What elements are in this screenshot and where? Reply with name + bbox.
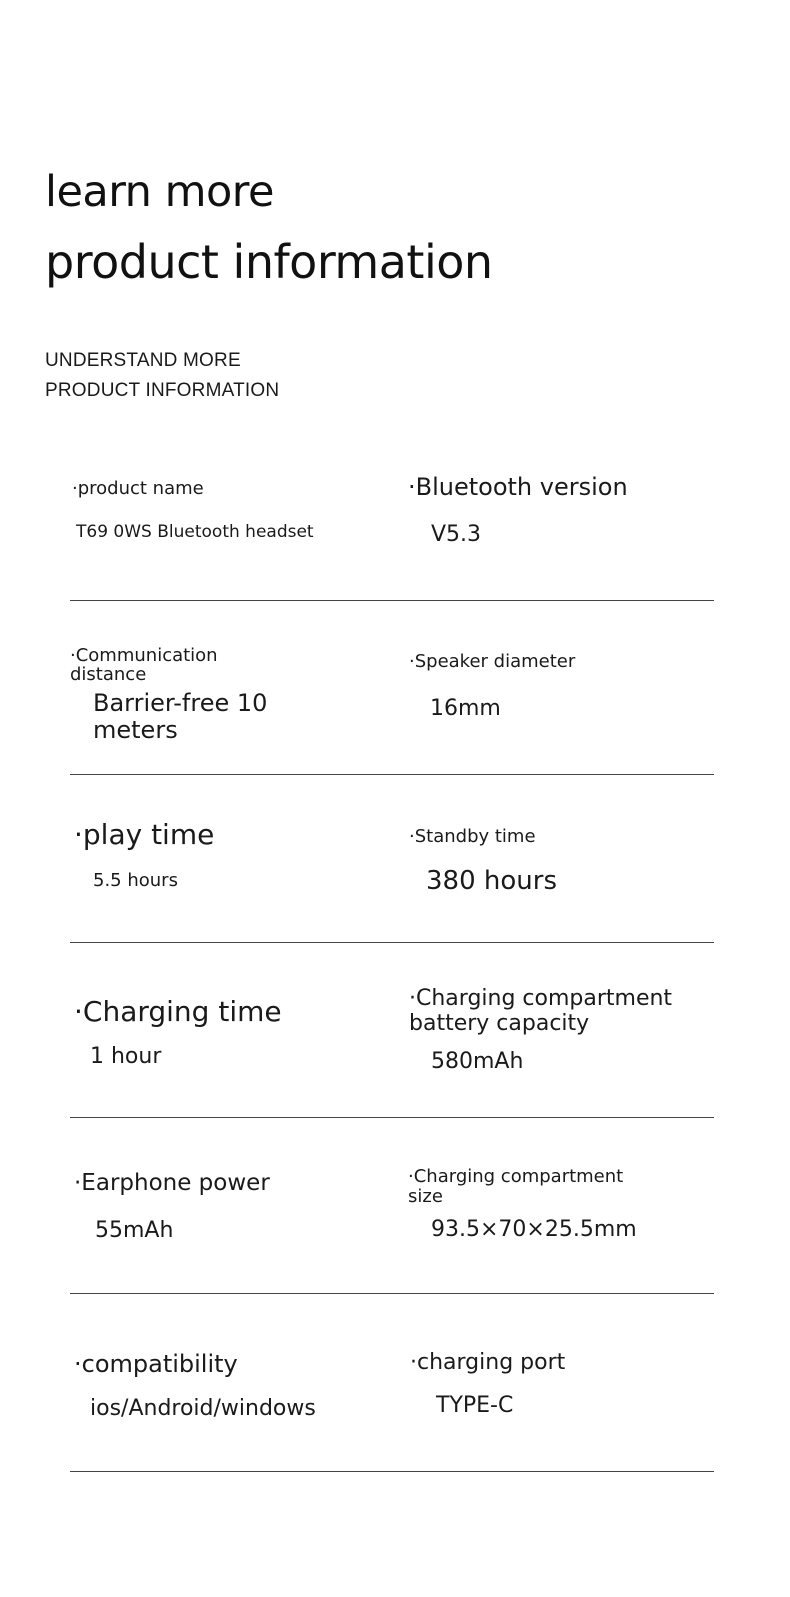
subtitle-line-1: UNDERSTAND MORE bbox=[45, 350, 241, 371]
spec-label-charging-compartment-size: ·Charging compartment size bbox=[408, 1166, 624, 1207]
row-divider bbox=[70, 1471, 714, 1472]
spec-value-play-time: 5.5 hours bbox=[93, 870, 178, 891]
spec-value-speaker-diameter: 16mm bbox=[430, 696, 501, 721]
spec-label-compatibility: ·compatibility bbox=[74, 1350, 238, 1378]
row-divider bbox=[70, 942, 714, 943]
row-divider bbox=[70, 1293, 714, 1294]
spec-label-speaker-diameter: ·Speaker diameter bbox=[409, 651, 576, 672]
spec-label-product-name: ·product name bbox=[72, 478, 204, 499]
title-line-1: learn more bbox=[45, 167, 274, 217]
spec-label-earphone-power: ·Earphone power bbox=[74, 1170, 270, 1196]
spec-label-charging-time: ·Charging time bbox=[74, 995, 282, 1028]
row-divider bbox=[70, 774, 714, 775]
subtitle bbox=[45, 346, 279, 406]
spec-value-standby-time: 380 hours bbox=[426, 866, 557, 896]
spec-label-charging-compartment-battery-capacity: ·Charging compartment battery capacity bbox=[409, 986, 673, 1036]
spec-value-compatibility: ios/Android/windows bbox=[90, 1396, 316, 1421]
spec-value-bluetooth-version: V5.3 bbox=[431, 522, 482, 547]
spec-label-play-time: ·play time bbox=[74, 818, 215, 851]
spec-value-charging-compartment-size: 93.5×70×25.5mm bbox=[431, 1217, 637, 1242]
spec-value-charging-compartment-battery-capacity: 580mAh bbox=[431, 1049, 524, 1074]
row-divider bbox=[70, 600, 714, 601]
spec-value-charging-time: 1 hour bbox=[90, 1044, 162, 1069]
subtitle-line-2: PRODUCT INFORMATION bbox=[45, 380, 280, 401]
spec-value-communication-distance: Barrier-free 10 meters bbox=[93, 689, 268, 744]
spec-label-communication-distance: ·Communication distance bbox=[70, 645, 218, 685]
spec-value-earphone-power: 55mAh bbox=[95, 1218, 174, 1243]
spec-value-product-name: T69 0WS Bluetooth headset bbox=[76, 522, 314, 542]
spec-label-bluetooth-version: ·Bluetooth version bbox=[408, 473, 628, 501]
spec-value-charging-port: TYPE-C bbox=[436, 1393, 514, 1418]
row-divider bbox=[70, 1117, 714, 1118]
spec-label-charging-port: ·charging port bbox=[410, 1350, 566, 1375]
spec-label-standby-time: ·Standby time bbox=[409, 826, 536, 847]
title-line-2: product information bbox=[45, 235, 493, 289]
